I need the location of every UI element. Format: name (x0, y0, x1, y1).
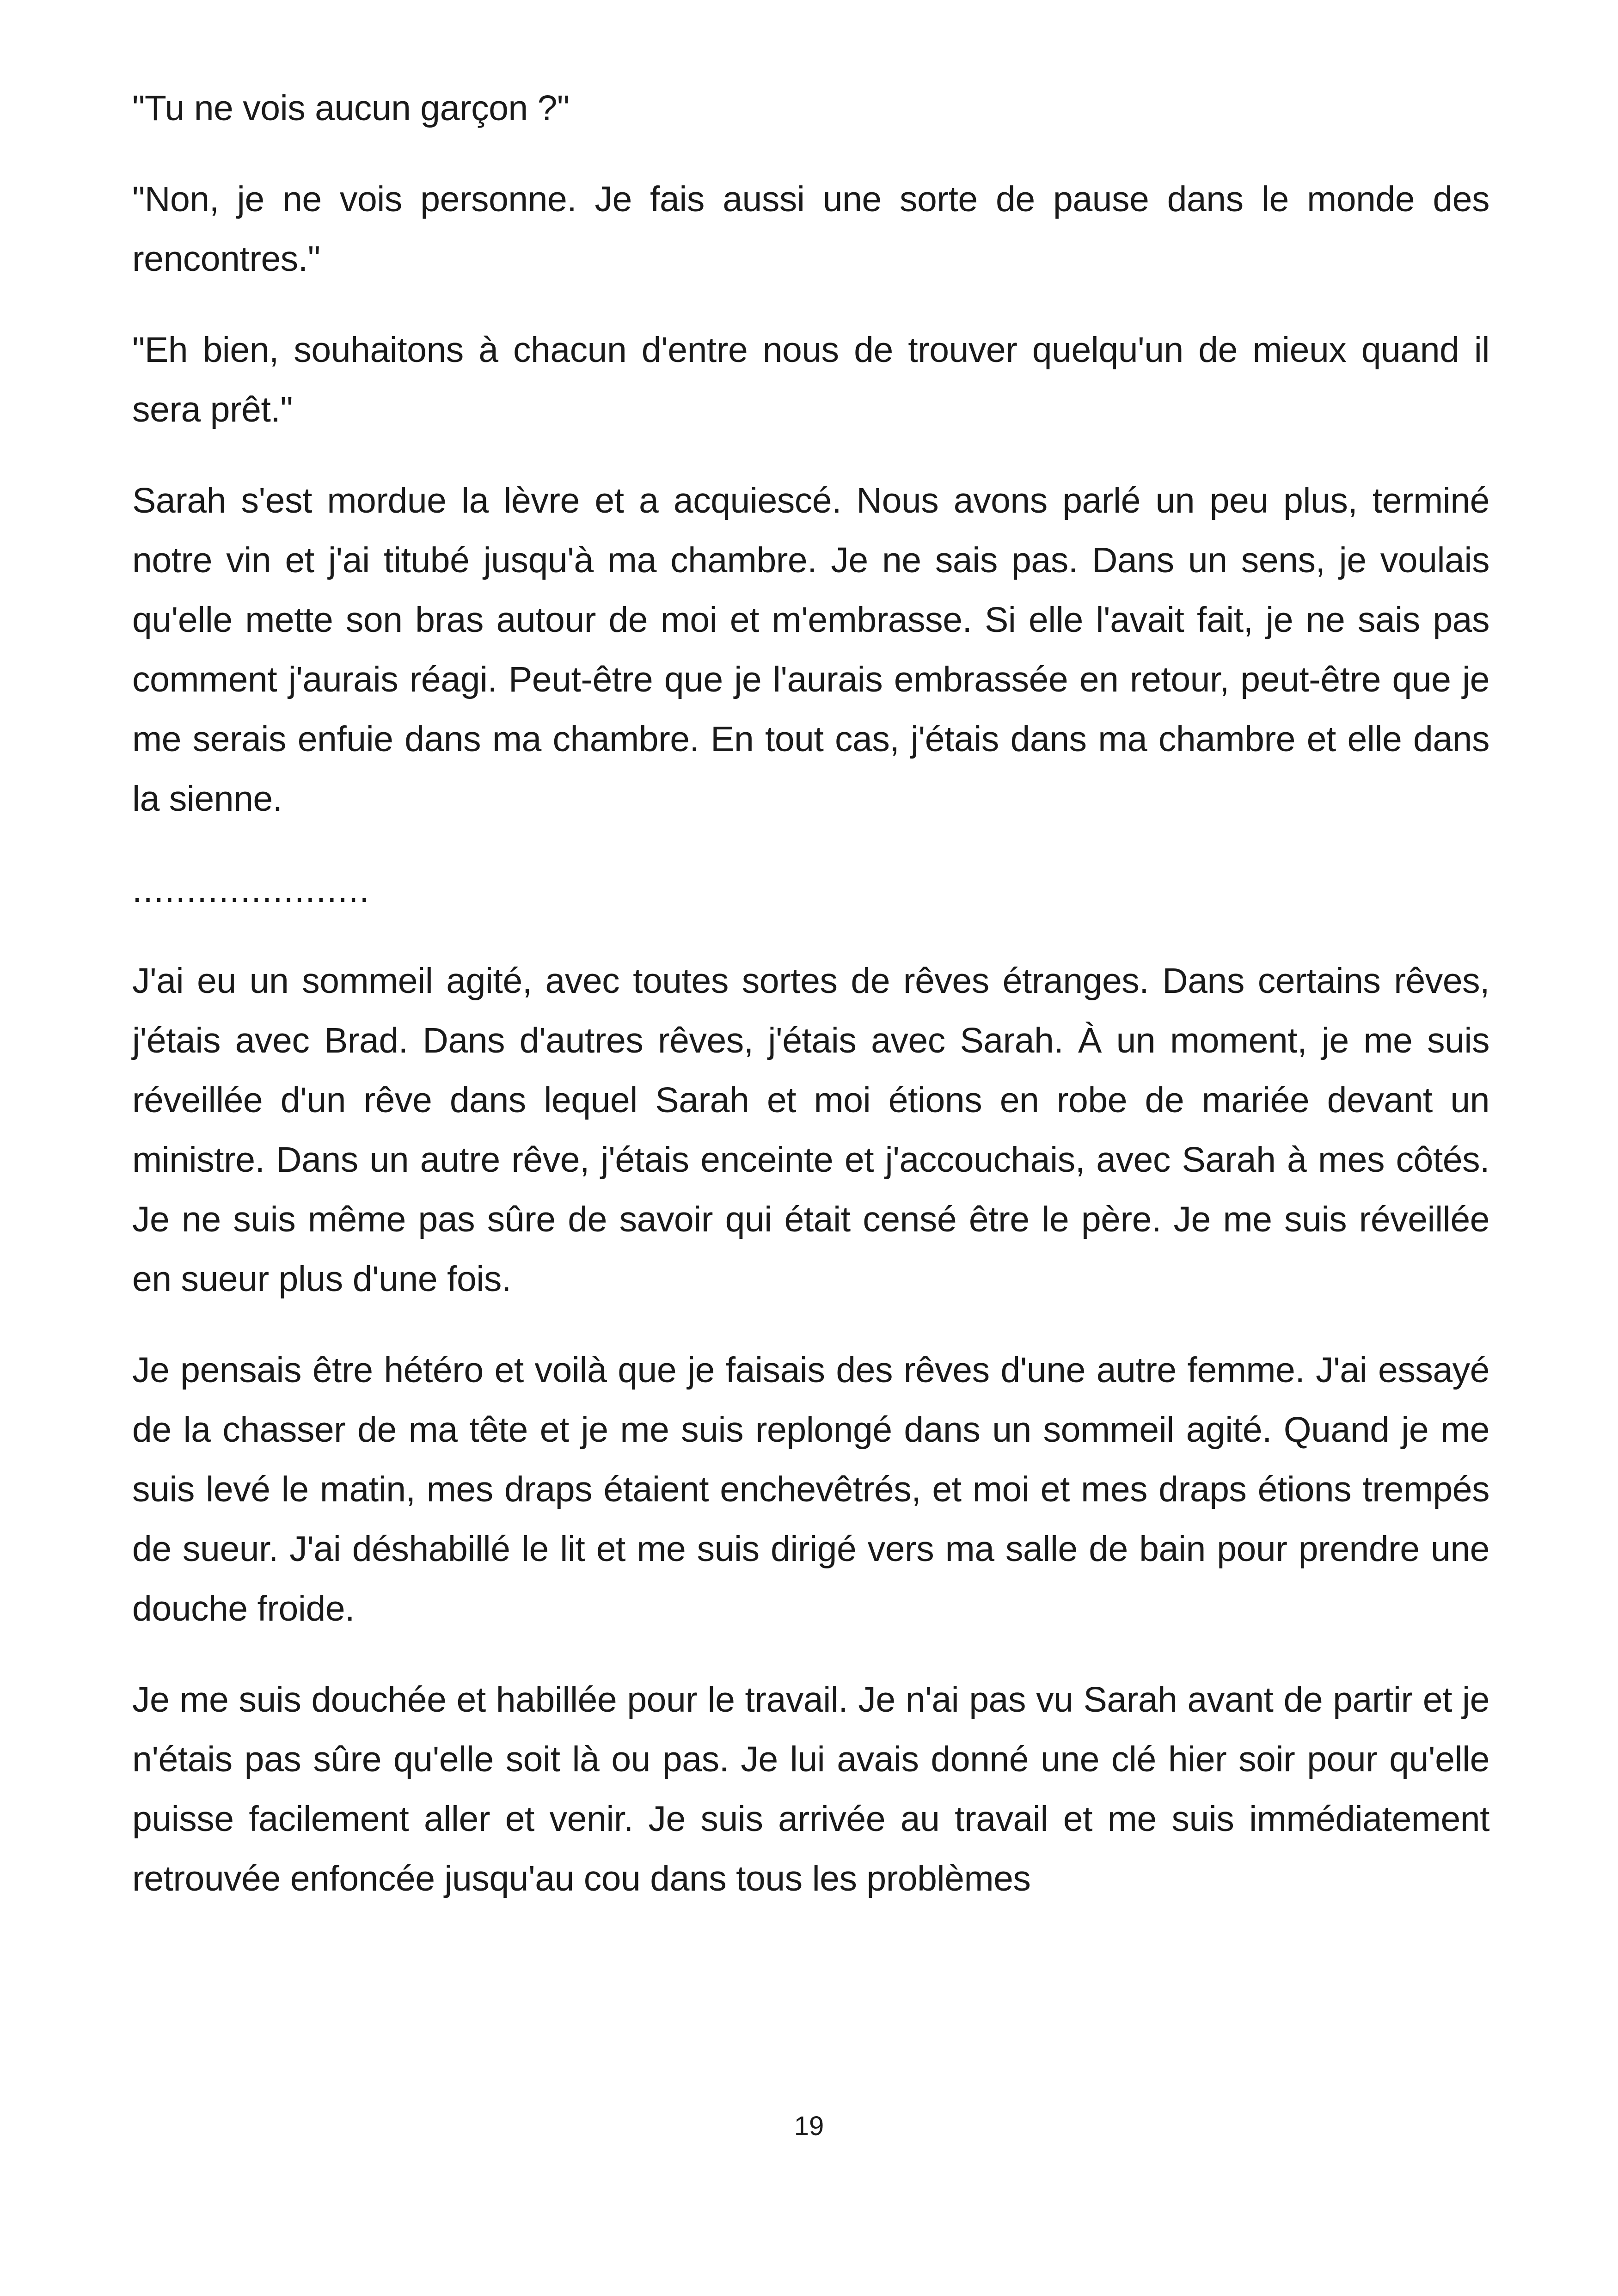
paragraph-narrative-4: Je me suis douchée et habillée pour le travail. Je n'ai pas vu Sarah avant de partir et je n'étais pas sûre qu'elle soit là ou pas. Je lui avais donné une clé hier soir pour qu'elle puisse facilement aller et venir. Je suis arrivée au travail et me suis immédiatement retrouvée enfoncée jusqu'au cou dans tous les problèmes (132, 1680, 1489, 1898)
paragraph-dialogue-3: "Eh bien, souhaitons à chacun d'entre nous de trouver quelqu'un de mieux quand il sera prêt." (132, 330, 1489, 429)
paragraph-narrative-1: Sarah s'est mordue la lèvre et a acquiescé. Nous avons parlé un peu plus, terminé notre vin et j'ai titubé jusqu'à ma chambre. Je ne sais pas. Dans un sens, je voulais qu'elle mette son bras autour de moi et m'embrasse. Si elle l'avait fait, je ne sais pas comment j'aurais réagi. Peut-être que je l'aurais embrassée en retour, peut-être que je me serais enfuie dans ma chambre. En tout cas, j'étais dans ma chambre et elle dans la sienne. (132, 481, 1489, 819)
page-number: 19 (794, 2111, 824, 2141)
page-body (132, 79, 1489, 1940)
paragraph-dialogue-2: "Non, je ne vois personne. Je fais aussi une sorte de pause dans le monde des rencontres." (132, 179, 1489, 279)
paragraph-narrative-2: J'ai eu un sommeil agité, avec toutes sortes de rêves étranges. Dans certains rêves, j'étais avec Brad. Dans d'autres rêves, j'étais avec Sarah. À un moment, je me suis réveillée d'un rêve dans lequel Sarah et moi étions en robe de mariée devant un ministre. Dans un autre rêve, j'étais enceinte et j'accouchais, avec Sarah à mes côtés. Je ne suis même pas sûre de savoir qui était censé être le père. Je me suis réveillée en sueur plus d'une fois. (132, 961, 1489, 1299)
section-separator: ...................... (132, 870, 370, 910)
paragraph-narrative-3: Je pensais être hétéro et voilà que je faisais des rêves d'une autre femme. J'ai essayé de la chasser de ma tête et je me suis replongé dans un sommeil agité. Quand je me suis levé le matin, mes draps étaient enchevêtrés, et moi et mes draps étions trempés de sueur. J'ai déshabillé le lit et me suis dirigé vers ma salle de bain pour prendre une douche froide. (132, 1350, 1489, 1629)
paragraph-dialogue-1: "Tu ne vois aucun garçon ?" (132, 88, 570, 128)
